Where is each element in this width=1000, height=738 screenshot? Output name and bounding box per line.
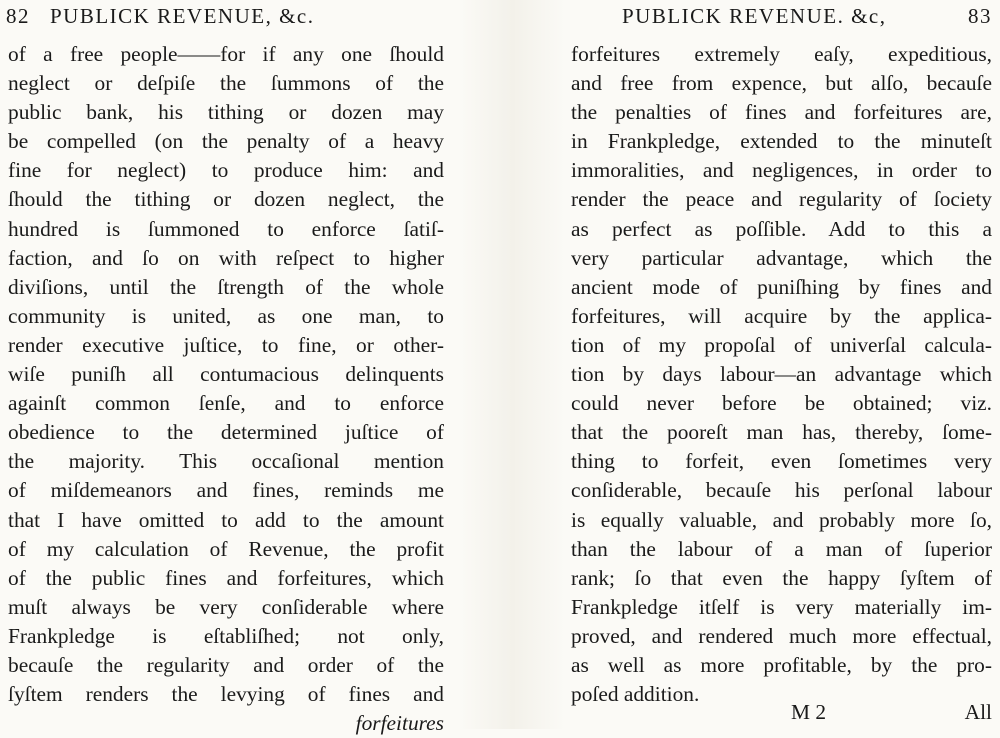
text-line: the penalties of fines and forfeitures are,	[571, 100, 992, 125]
left-page-number: 82	[6, 4, 30, 28]
text-line: that I have omitted to add to the amount	[8, 507, 444, 532]
text-line: could never before be obtained; viz.	[571, 391, 992, 416]
text-line: as well as more profitable, by the pro-	[571, 652, 992, 677]
text-line: obedience to the determined juſtice of	[8, 420, 444, 445]
text-line: Frankpledge is eſtabliſhed; not only,	[8, 623, 444, 648]
left-body-text	[0, 40, 460, 738]
text-line: is equally valuable, and probably more ſo,	[571, 507, 992, 532]
text-line: of my calculation of Revenue, the profit	[8, 536, 444, 561]
text-line: proved, and rendered much more effectual,	[571, 623, 992, 648]
book-gutter	[460, 0, 565, 729]
text-line: conſiderable, becauſe his perſonal labour	[571, 478, 992, 503]
text-line: ancient mode of puniſhing by fines and	[571, 274, 992, 299]
text-line: tion by days labour—an advantage which	[571, 362, 992, 387]
text-line: rank; ſo that even the happy ſyſtem of	[571, 565, 992, 590]
text-line: thing to forfeit, even ſometimes very	[571, 449, 992, 474]
text-line: fine for neglect) to produce him: and	[8, 158, 444, 183]
right-header	[565, 4, 1000, 32]
left-running-head: PUBLICK REVENUE, &c.	[50, 4, 315, 28]
right-running-head: PUBLICK REVENUE. &c,	[622, 4, 887, 28]
text-line: tion of my propoſal of univerſal calcula-	[571, 332, 992, 357]
text-line: hundred is ſummoned to enforce ſatiſ-	[8, 216, 444, 241]
right-footer	[571, 698, 992, 727]
text-line: of a free people——for if any one ſhould	[8, 42, 444, 66]
text-line: diviſions, until the ſtrength of the whole	[8, 274, 444, 299]
text-line: than the labour of a man of ſuperior	[571, 536, 992, 561]
text-line: public bank, his tithing or dozen may	[8, 100, 444, 125]
text-line: immoralities, and negligences, in order to	[571, 158, 992, 183]
text-line: Frankpledge itſelf is very materially im-	[571, 594, 992, 619]
right-catchword: All	[964, 700, 992, 724]
text-line: in Frankpledge, extended to the minuteſt	[571, 129, 992, 154]
text-line: community is united, as one man, to	[8, 303, 444, 328]
text-line: as perfect as poſſible. Add to this a	[571, 216, 992, 241]
text-line: neglect or deſpiſe the ſummons of the	[8, 71, 444, 96]
text-line: of miſdemeanors and fines, reminds me	[8, 478, 444, 503]
text-line: and free from expence, but alſo, becauſe	[571, 71, 992, 96]
right-page-number: 83	[968, 4, 992, 28]
text-line: becauſe the regularity and order of the	[8, 652, 444, 677]
text-line: poſed addition.	[571, 682, 700, 707]
left-page	[0, 0, 460, 736]
text-line: ſhould the tithing or dozen neglect, the	[8, 187, 444, 212]
right-page	[565, 0, 1000, 729]
text-line: very particular advantage, which the	[571, 245, 992, 270]
text-line: be compelled (on the penalty of a heavy	[8, 129, 444, 154]
left-catchword: forfeitures	[355, 711, 444, 736]
left-header	[0, 4, 460, 32]
text-line: render the peace and regularity of ſociety	[571, 187, 992, 212]
text-line: wiſe puniſh all contumacious delinquents	[8, 362, 444, 387]
text-line: of the public fines and forfeitures, which	[8, 565, 444, 590]
signature-mark: M 2	[791, 700, 827, 724]
text-line: againſt common ſenſe, and to enforce	[8, 391, 444, 416]
text-line: render executive juſtice, to fine, or other-	[8, 332, 444, 357]
text-line: ſyſtem renders the levying of fines and	[8, 682, 444, 707]
right-body-text	[565, 40, 1000, 709]
text-line: muſt always be very conſiderable where	[8, 594, 444, 619]
text-line: forfeitures, will acquire by the applica-	[571, 303, 992, 328]
text-line: faction, and ſo on with reſpect to higher	[8, 245, 444, 270]
text-line: forfeitures extremely eaſy, expeditious,	[571, 42, 992, 66]
text-line: that the pooreſt man has, thereby, ſome-	[571, 420, 992, 445]
text-line: the majority. This occaſional mention	[8, 449, 444, 474]
